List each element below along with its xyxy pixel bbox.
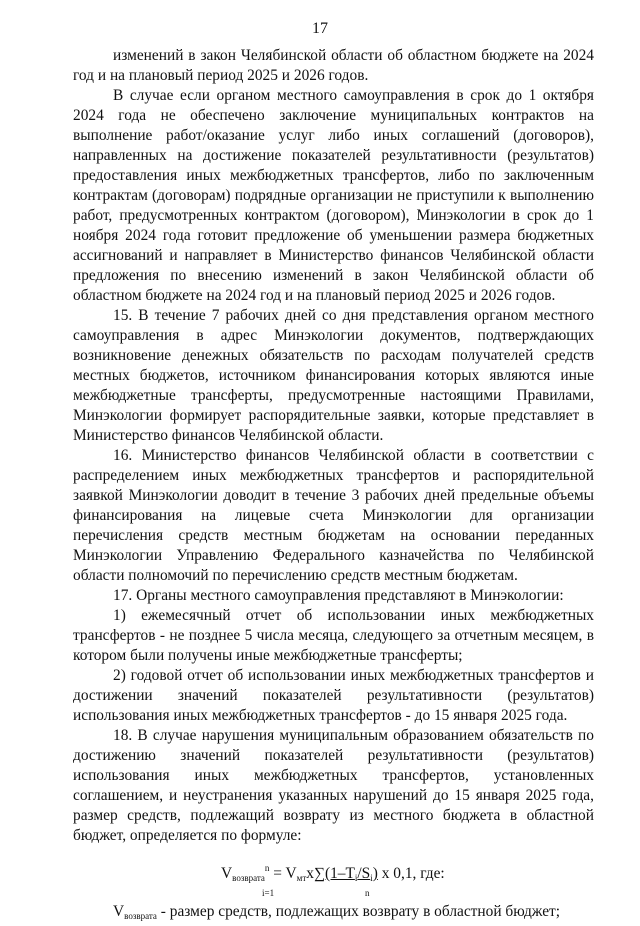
formula-ratio-close: ) [372, 865, 378, 882]
formula-index-end: n [365, 888, 370, 898]
paragraph-deadline-case: В случае если органом местного самоуправления в срок до 1 октября 2024 года не обеспечено заключение муниципальных контрактов на выполнение работ/оказание услуг либо иных соглашений (договоров), направленных на достижение показателей результативности (результатов) предоставления иных межбюджетных трансфертов, либо по заключенным контрактам (договорам) подрядные организации не приступили к выполнению работ, предусмотренных контрактом (договором), Минэкологии в срок до 1 ноября 2024 года готовит предложение об уменьшении размера бюджетных ассигнований и направляет в Министерство финансов Челябинской области предложения по внесению изменений в закон Челябинской области об областном бюджете на 2024 год и на плановый период 2025 и 2026 годов. [73, 87, 594, 304]
definition-text: - размер средств, подлежащих возврату в областной бюджет; [156, 903, 561, 920]
refund-formula [73, 852, 594, 902]
paragraph-continuation: изменений в закон Челябинской области об областном бюджете на 2024 год и на плановый период 2025 и 2026 годов. [73, 47, 594, 84]
formula-ratio-divisor: /S [357, 865, 371, 882]
formula-ratio [325, 865, 378, 882]
formula-si-subscript: i [370, 873, 373, 883]
paragraph-15: 15. В течение 7 рабочих дней со дня представления органом местного самоуправления в адрес Минэкологии документов, подтверждающих возникновение денежных обязательств по расходам получателей средств местных бюджетов, источником финансирования которых являются иные межбюджетные трансферты, предусмотренные настоящими Правилами, Минэкологии формирует распорядительные заявки, которые представляет в Министерство финансов Челябинской области. [73, 307, 594, 444]
formula-n-superscript: n [264, 863, 270, 873]
formula-sum: x∑ [306, 865, 325, 882]
document-body [73, 46, 594, 926]
formula-ti-subscript: i [354, 873, 358, 883]
definition-v-subscript: возврата [124, 911, 157, 921]
paragraph-17: 17. Органы местного самоуправления представляют в Минэкологии: [113, 587, 564, 604]
formula-equals-v: = V [269, 865, 297, 882]
paragraph-17-item-1: 1) ежемесячный отчет об использовании иных межбюджетных трансфертов - не позднее 5 числа месяца, следующего за отчетным месяцем, в котором были получены иные межбюджетные трансферты; [73, 607, 594, 664]
formula-ratio-start: (1–T [324, 865, 355, 882]
paragraph-18: 18. В случае нарушения муниципальным образованием обязательств по достижению значений показателей результативности (результатов) использования иных межбюджетных трансфертов, установленных соглашением, и неустранения указанных нарушений до 15 января 2025 года, размер средств, подлежащий возврату из местного бюджета в областной бюджет, определяется по формуле: [73, 727, 594, 844]
page-number: 17 [312, 20, 328, 37]
definition-v: V [113, 903, 125, 920]
paragraph-17-item-2: 2) годовой отчет об использовании иных межбюджетных трансфертов и достижении значений показателей результативности (результатов) использования иных межбюджетных трансфертов - до 15 января 2025 года. [73, 667, 594, 724]
paragraph-16: 16. Министерство финансов Челябинской области в соответствии с распределением иных межбюджетных трансфертов и распорядительной заявкой Минэкологии доводит в течение 3 рабочих дней предельные объемы финансирования на лицевые счета Минэкологии для организации перечисления средств местным бюджетам на основании переданных Минэкологии Управлению Федерального казначейства по Челябинской области полномочий по перечислению средств местным бюджетам. [73, 447, 594, 584]
formula-mt-subscript: мт [296, 873, 307, 883]
formula-v: V [221, 865, 233, 882]
formula-index-start: i=1 [262, 888, 275, 898]
formula-tail: x 0,1, где: [377, 865, 445, 882]
formula-v-subscript: возврата [232, 873, 265, 883]
